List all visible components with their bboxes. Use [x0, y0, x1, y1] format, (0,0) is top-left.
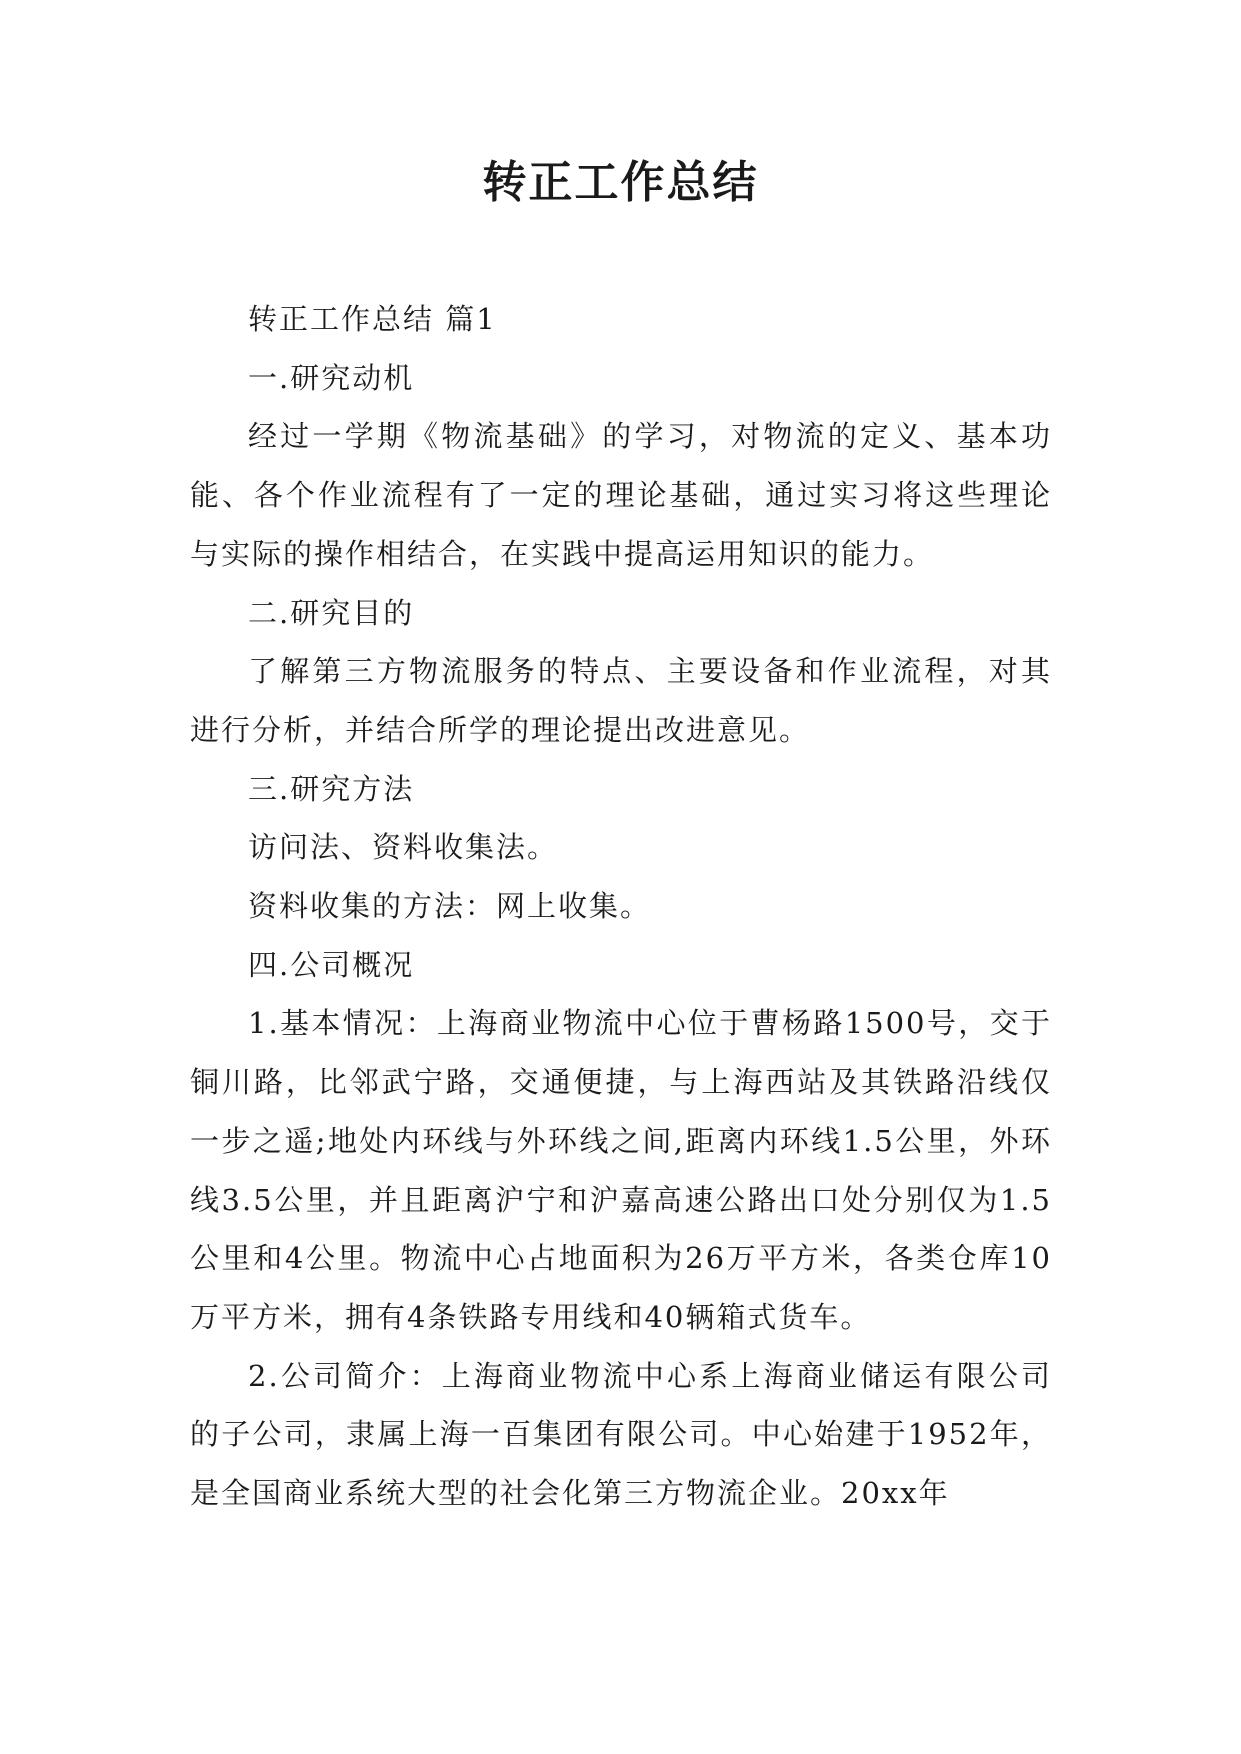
document-title: 转正工作总结: [482, 157, 759, 208]
body-paragraph: 经过一学期《物流基础》的学习，对物流的定义、基本功能、各个作业流程有了一定的理论基础，通过实习将这些理论与实际的操作相结合，在实践中提高运用知识的能力。: [190, 419, 1052, 571]
section-heading: 二.研究目的: [248, 595, 415, 630]
body-paragraph: 访问法、资料收集法。: [248, 830, 559, 865]
section-heading: 三.研究方法: [248, 771, 415, 806]
body-paragraph: 资料收集的方法：网上收集。: [248, 889, 652, 924]
section-heading: 一.研究动机: [248, 360, 415, 395]
document-body: [190, 290, 1052, 1523]
body-paragraph: 了解第三方物流服务的特点、主要设备和作业流程，对其进行分析，并结合所学的理论提出改进意见。: [190, 654, 1052, 747]
body-paragraph: 1.基本情况：上海商业物流中心位于曹杨路1500号，交于铜川路，比邻武宁路，交通便捷，与上海西站及其铁路沿线仅一步之遥;地处内环线与外环线之间,距离内环线1.5公里，外环线3.5公里，并且距离沪宁和沪嘉高速公路出口处分别仅为1.5公里和4公里。物流中心占地面积为26万平方米，各类仓库10万平方米，拥有4条铁路专用线和40辆箱式货车。: [190, 1006, 1052, 1334]
section-heading: 转正工作总结 篇1: [248, 302, 497, 336]
body-paragraph: 2.公司简介：上海商业物流中心系上海商业储运有限公司的子公司，隶属上海一百集团有限公司。中心始建于1952年，是全国商业系统大型的社会化第三方物流企业。20xx年: [190, 1358, 1052, 1511]
section-heading: 四.公司概况: [248, 947, 415, 982]
